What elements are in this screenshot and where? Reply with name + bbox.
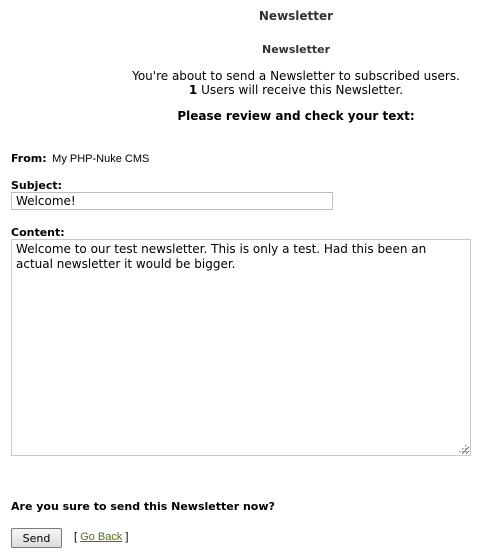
bracket-open: [	[74, 531, 81, 543]
recipient-count: 1	[188, 83, 198, 97]
page-title: Newsletter	[258, 9, 334, 23]
bracket-close: ]	[122, 531, 129, 543]
subject-input[interactable]	[11, 192, 333, 210]
content-label: Content:	[11, 226, 65, 239]
from-label: From:	[11, 152, 47, 165]
go-back-wrapper	[74, 531, 128, 543]
from-value: My PHP-Nuke CMS	[52, 153, 150, 165]
resize-grip-icon[interactable]	[456, 442, 468, 454]
go-back-link[interactable]: Go Back	[80, 531, 123, 543]
recipients-text: Users will receive this Newsletter.	[197, 83, 404, 97]
review-prompt: Please review and check your text:	[177, 109, 415, 123]
subject-label: Subject:	[11, 179, 63, 192]
intro-text: You're about to send a Newsletter to subscribed users.	[132, 69, 460, 83]
confirm-question: Are you sure to send this Newsletter now?	[11, 500, 275, 513]
section-title: Newsletter	[261, 43, 330, 56]
send-button[interactable]: Send	[11, 528, 62, 548]
from-row	[11, 152, 149, 165]
content-textarea[interactable]	[11, 239, 471, 456]
recipients-line	[0, 83, 481, 97]
